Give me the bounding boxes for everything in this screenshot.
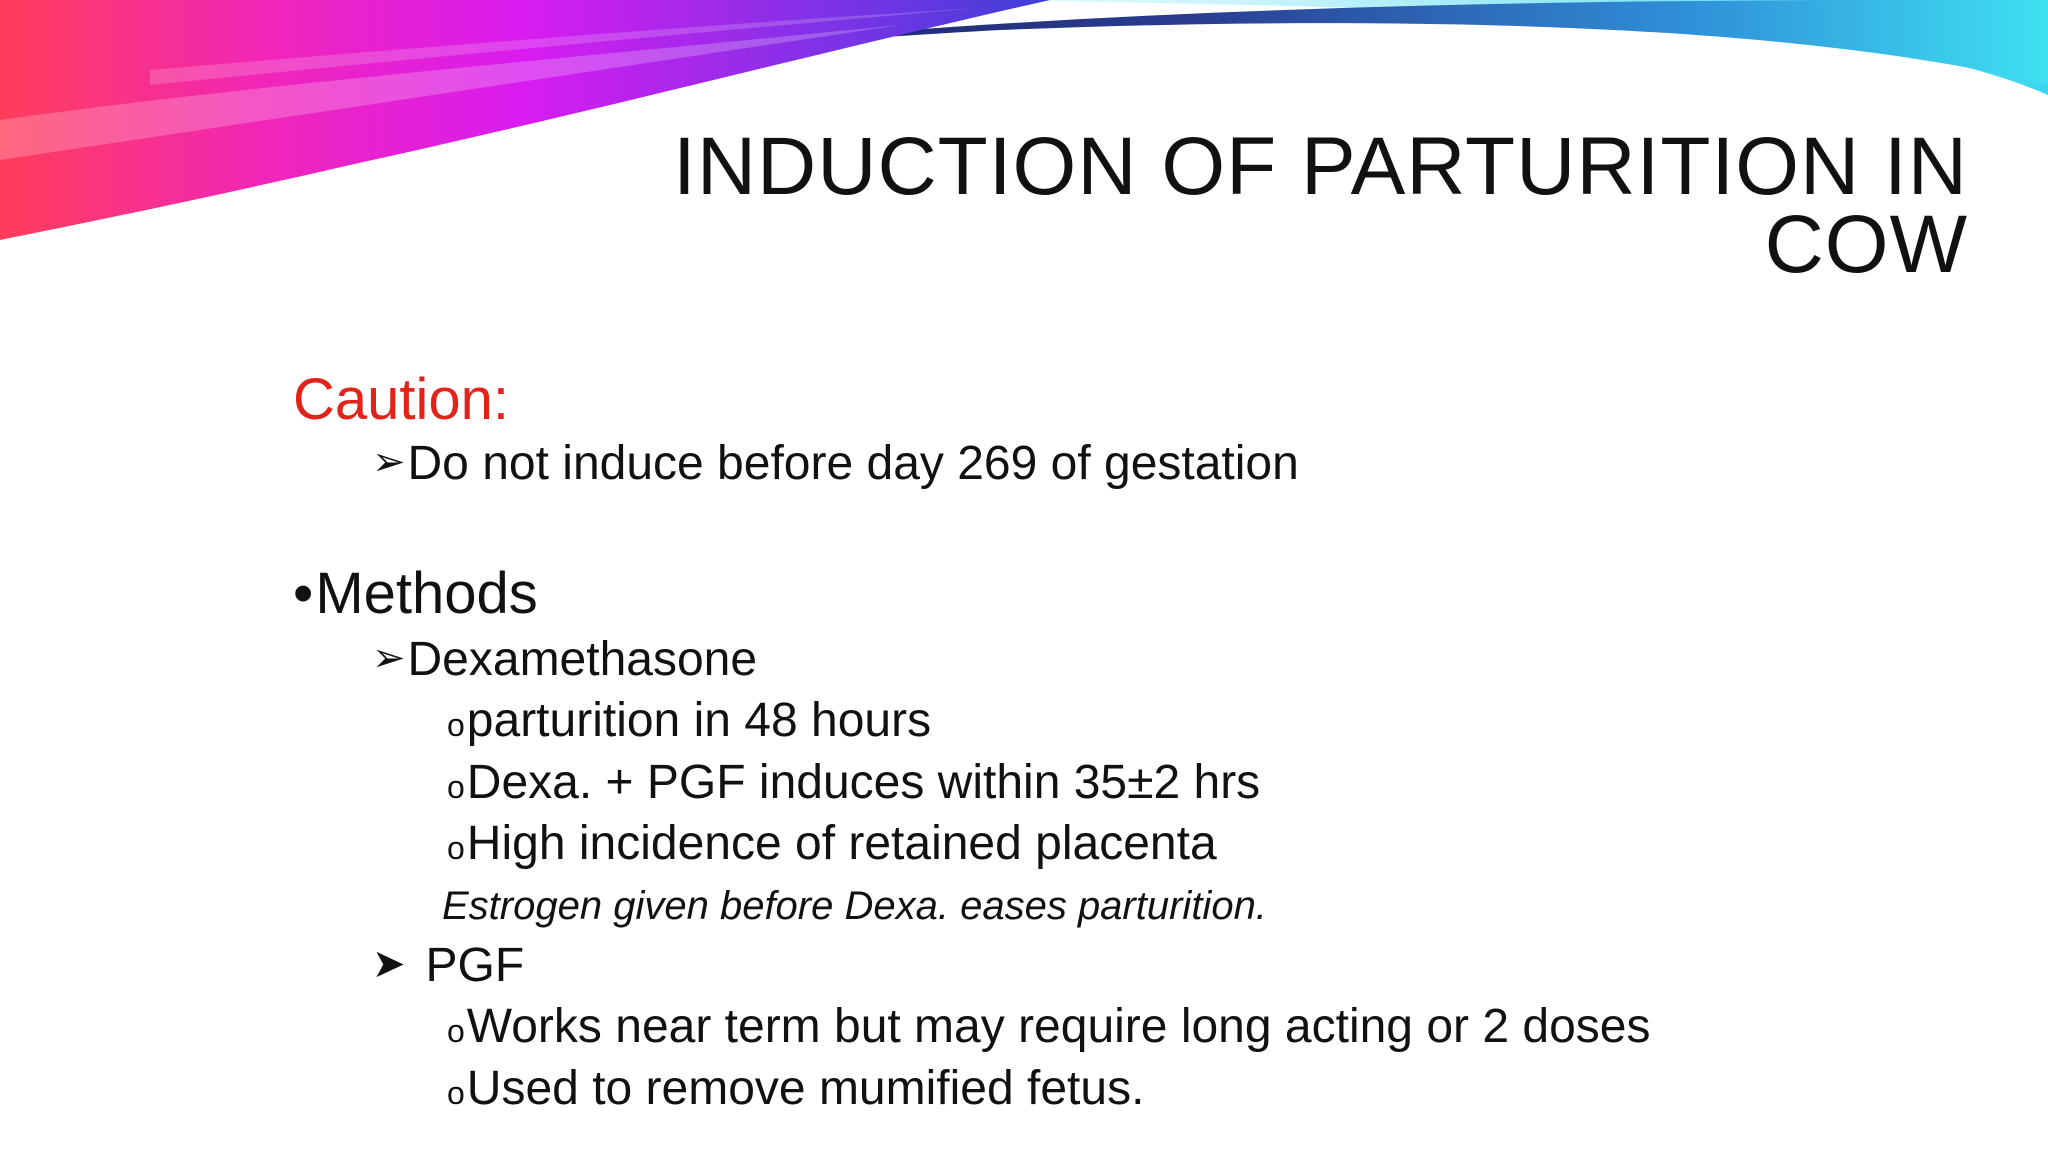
dot-icon: •: [293, 561, 314, 626]
dexamethasone-point-2: Dexa. + PGF induces within 35±2 hrs: [466, 756, 1261, 809]
list-item: [447, 1061, 1144, 1116]
list-item: [447, 693, 931, 748]
pgf-item: [372, 938, 524, 993]
slide-title-line-2: COW: [1764, 199, 1968, 290]
pgf-point-1: Works near term but may require long acting or 2 doses: [466, 1000, 1651, 1053]
list-item: [447, 816, 1217, 871]
caution-item: [372, 436, 1299, 491]
list-item: [447, 755, 1260, 810]
pgf-point-2: Used to remove mumified fetus.: [466, 1062, 1145, 1115]
methods-heading: [293, 560, 538, 627]
filled-arrowhead-icon: ➢: [372, 439, 406, 485]
pgf-label: PGF: [425, 939, 525, 992]
methods-label: Methods: [315, 561, 538, 626]
caution-label: Caution:: [293, 367, 510, 432]
list-item: [447, 999, 1650, 1054]
dexamethasone-item: [372, 632, 757, 687]
open-arrowhead-icon: ➤: [372, 941, 406, 987]
hollow-circle-icon: o: [447, 1013, 465, 1049]
dexamethasone-point-1: parturition in 48 hours: [466, 694, 932, 747]
slide-title-line-1: INDUCTION OF PARTURITION IN: [673, 121, 1968, 212]
hollow-circle-icon: o: [447, 830, 465, 866]
slide-title: [468, 121, 1968, 290]
dexamethasone-label: Dexamethasone: [407, 633, 758, 686]
hollow-circle-icon: o: [447, 707, 465, 743]
filled-arrowhead-icon: ➢: [372, 635, 406, 681]
dexamethasone-point-3: High incidence of retained placenta: [466, 817, 1217, 870]
estrogen-note: Estrogen given before Dexa. eases parturition.: [442, 884, 1267, 928]
hollow-circle-icon: o: [447, 1075, 465, 1111]
hollow-circle-icon: o: [447, 769, 465, 805]
caution-item-text: Do not induce before day 269 of gestation: [407, 437, 1299, 490]
